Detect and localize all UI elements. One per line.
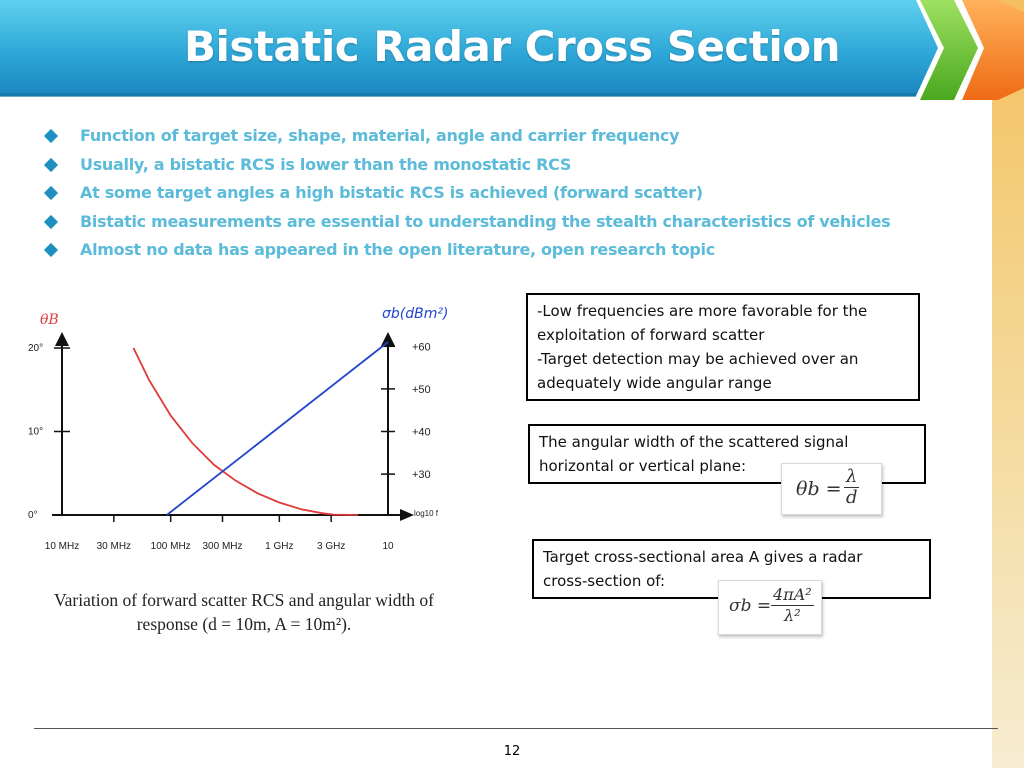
bullet-text: Bistatic measurements are essential to understanding the stealth characteristics of vehicles: [80, 211, 891, 231]
bullet-item: [44, 124, 890, 153]
diamond-bullet-icon: [44, 215, 58, 229]
bullet-text: Almost no data has appeared in the open literature, open research topic: [80, 240, 715, 260]
diamond-bullet-icon: [44, 158, 58, 172]
x-tick-label: 3 GHz: [316, 541, 346, 552]
left-axis-arrow-icon: [55, 332, 69, 346]
diamond-bullet-icon: [44, 129, 58, 143]
page-number: 12: [503, 744, 521, 759]
box-line: The angular width of the scattered signal: [539, 433, 849, 451]
bullet-item: [44, 153, 890, 182]
figure-caption: [34, 588, 454, 636]
slide-title: Bistatic Radar Cross Section: [183, 22, 841, 71]
right-decorative-strip: [992, 0, 1024, 768]
box-line: adequately wide angular range: [537, 374, 772, 392]
left-tick-label: 10°: [28, 426, 44, 438]
box-line: cross-section of:: [543, 572, 666, 590]
right-tick-label: +30: [412, 469, 431, 482]
box-line: Target cross-sectional area A gives a radar: [543, 548, 863, 566]
formula-denominator: d: [845, 487, 858, 508]
formula-lhs: σb =: [729, 596, 772, 616]
diamond-bullet-icon: [44, 186, 58, 200]
bullet-item: [44, 238, 890, 267]
footer-divider: [34, 728, 998, 729]
bullet-item: [44, 210, 890, 239]
formula-denominator: λ²: [784, 606, 801, 625]
x-axis-label: log10 f: [414, 509, 439, 518]
x-axis-arrow-icon: [400, 509, 414, 521]
diamond-bullet-icon: [44, 243, 58, 257]
box-line: -Low frequencies are more favorable for the: [537, 302, 868, 320]
rcs-line: [167, 342, 388, 515]
box-line: exploitation of forward scatter: [537, 326, 765, 344]
rcs-chart: [24, 296, 464, 556]
formula-fraction: [844, 467, 859, 508]
rcs-formula: [718, 580, 822, 635]
rcs-chart-svg: [24, 296, 464, 556]
caption-line-2: response (d = 10m, A = 10m²).: [136, 614, 352, 634]
x-tick-label: 10 MHz: [44, 541, 80, 552]
right-tick-label: +40: [412, 426, 431, 439]
bullet-list: [44, 124, 890, 267]
bullet-text: Usually, a bistatic RCS is lower than the monostatic RCS: [80, 154, 572, 174]
formula-lhs: θb =: [796, 478, 842, 500]
formula-numerator: 4πA²: [773, 585, 812, 604]
bullet-text: Function of target size, shape, material, angle and carrier frequency: [80, 126, 680, 145]
forward-scatter-note-box: [526, 293, 920, 401]
left-tick-label: 20°: [28, 343, 44, 354]
right-tick-label: +60: [412, 341, 431, 354]
x-tick-label: 300 MHz: [202, 541, 243, 552]
x-tick-label: 10: [382, 541, 394, 552]
x-tick-label: 100 MHz: [150, 541, 191, 552]
caption-line-1: Variation of forward scatter RCS and angular width of: [53, 590, 435, 610]
angular-width-curve: [134, 348, 358, 515]
bullet-item: [44, 181, 890, 210]
left-axis-label: θB: [40, 312, 59, 328]
formula-fraction: [771, 585, 814, 626]
box-line: -Target detection may be achieved over an: [537, 350, 859, 368]
x-tick-label: 1 GHz: [265, 541, 294, 552]
box-line: horizontal or vertical plane:: [539, 457, 747, 475]
formula-numerator: λ: [846, 466, 858, 487]
left-tick-label: 0°: [28, 510, 38, 521]
right-tick-label: +50: [412, 383, 431, 396]
angular-width-formula: [781, 463, 882, 515]
right-axis-label: σb(dBm²): [382, 306, 449, 322]
right-axis-arrow-icon: [381, 332, 395, 346]
bullet-text: At some target angles a high bistatic RCS is achieved (forward scatter): [80, 183, 703, 203]
x-tick-label: 30 MHz: [96, 541, 132, 552]
